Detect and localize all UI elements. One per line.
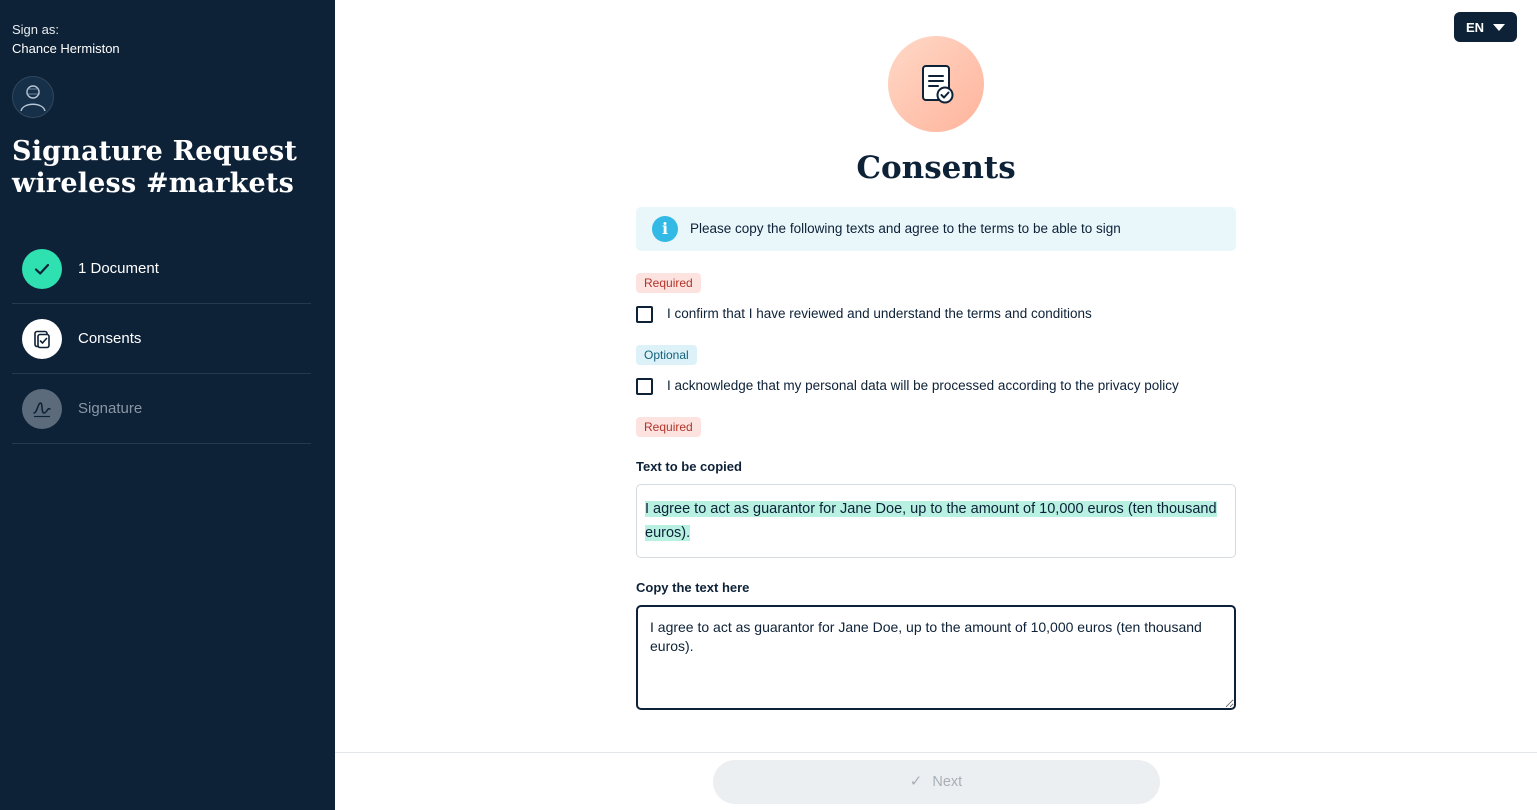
next-button-label: Next bbox=[932, 773, 963, 790]
next-button[interactable] bbox=[713, 760, 1160, 804]
consent-checkbox-terms[interactable] bbox=[636, 306, 653, 323]
text-to-copy-label: Text to be copied bbox=[636, 458, 742, 474]
sidebar-item-label: 1 Document bbox=[78, 260, 159, 277]
consent-label: I acknowledge that my personal data will be processed according to the privacy policy bbox=[667, 377, 1179, 393]
copy-input-label: Copy the text here bbox=[636, 579, 750, 595]
status-badge: Optional bbox=[636, 345, 697, 365]
consent-checkbox-privacy[interactable] bbox=[636, 378, 653, 395]
sidebar-item-consents[interactable] bbox=[12, 304, 311, 374]
sign-as-label: Sign as: bbox=[12, 22, 59, 37]
check-icon bbox=[22, 249, 62, 289]
info-banner bbox=[636, 207, 1236, 251]
chevron-down-icon bbox=[1493, 24, 1505, 31]
language-selector[interactable] bbox=[1454, 12, 1517, 42]
avatar bbox=[12, 76, 54, 118]
sidebar bbox=[0, 0, 335, 810]
step-list bbox=[12, 234, 311, 444]
check-icon: ✓ bbox=[909, 773, 923, 790]
status-badge: Required bbox=[636, 417, 701, 437]
consent-label: I confirm that I have reviewed and understand the terms and conditions bbox=[667, 305, 1092, 321]
copy-text-input[interactable] bbox=[636, 605, 1236, 710]
page-title: Consents bbox=[856, 150, 1016, 186]
language-label: EN bbox=[1465, 19, 1484, 35]
sidebar-item-signature[interactable] bbox=[12, 374, 311, 444]
sidebar-item-label: Consents bbox=[78, 330, 142, 347]
document-check-icon bbox=[888, 36, 984, 132]
request-title: Signature Request wireless #markets bbox=[12, 136, 298, 199]
signature-icon bbox=[22, 389, 62, 429]
consent-item bbox=[636, 251, 1236, 323]
copy-consent-item bbox=[636, 395, 1236, 715]
text-to-copy-value: I agree to act as guarantor for Jane Doe, up to the amount of 10,000 euros (ten thousand euros). bbox=[645, 500, 1217, 541]
signer-name: Chance Hermiston bbox=[12, 41, 120, 56]
consents-panel bbox=[636, 0, 1236, 715]
text-to-copy-box bbox=[636, 484, 1236, 558]
main-content bbox=[335, 0, 1537, 810]
sidebar-item-documents[interactable] bbox=[12, 234, 311, 304]
info-icon: i bbox=[652, 216, 678, 242]
consents-icon bbox=[22, 319, 62, 359]
footer-bar bbox=[335, 752, 1537, 810]
info-banner-text: Please copy the following texts and agree to the terms to be able to sign bbox=[690, 221, 1121, 237]
sidebar-item-label: Signature bbox=[78, 400, 143, 417]
consent-item bbox=[636, 323, 1236, 395]
status-badge: Required bbox=[636, 273, 701, 293]
